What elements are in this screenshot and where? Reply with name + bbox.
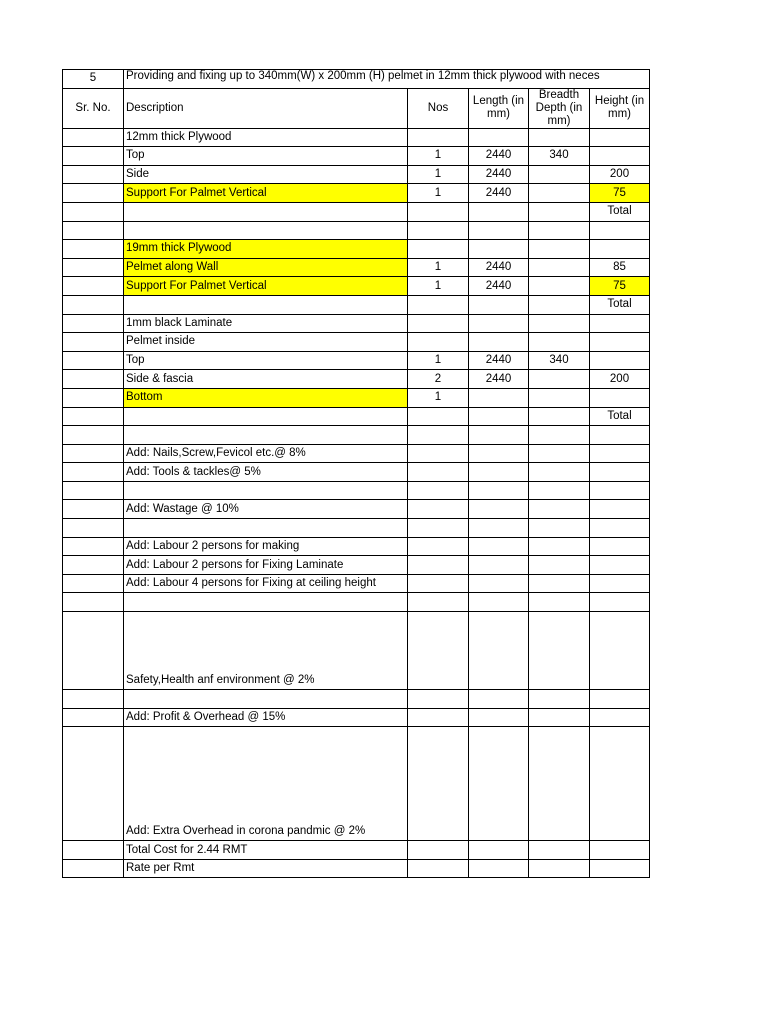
cell-length[interactable]: [469, 295, 529, 314]
cell-nos[interactable]: [408, 500, 469, 519]
cell-description[interactable]: [124, 295, 408, 314]
table-row: [63, 690, 650, 709]
table-row: [63, 277, 650, 296]
cell-breadth[interactable]: [529, 128, 590, 147]
cell-sr[interactable]: [63, 463, 124, 482]
cell-nos[interactable]: [408, 556, 469, 575]
table-row: [63, 314, 650, 333]
cell-breadth[interactable]: [529, 370, 590, 389]
cell-nos[interactable]: [408, 407, 469, 426]
cell-height[interactable]: [590, 841, 650, 860]
cell-height[interactable]: [590, 128, 650, 147]
cell-description[interactable]: [124, 407, 408, 426]
cell-breadth[interactable]: [529, 574, 590, 593]
cell-length[interactable]: [469, 556, 529, 575]
cell-height[interactable]: [590, 727, 650, 841]
cell-breadth[interactable]: [529, 258, 590, 277]
cell-breadth[interactable]: [529, 593, 590, 612]
table-row: [63, 500, 650, 519]
cell-nos[interactable]: [408, 519, 469, 538]
table-row: [63, 295, 650, 314]
col-header-length[interactable]: Length (in mm): [469, 88, 529, 128]
cell-height[interactable]: [590, 556, 650, 575]
table-row: [63, 708, 650, 727]
cell-sr[interactable]: [63, 727, 124, 841]
cell-length[interactable]: [469, 841, 529, 860]
cell-height[interactable]: [590, 444, 650, 463]
cell-breadth[interactable]: [529, 859, 590, 878]
table-row: [63, 612, 650, 690]
cell-sr[interactable]: [63, 444, 124, 463]
cell-breadth[interactable]: 340: [529, 351, 590, 370]
cell-sr[interactable]: [63, 147, 124, 166]
cell-breadth[interactable]: [529, 500, 590, 519]
cell-description[interactable]: Side: [124, 165, 408, 184]
cell-description[interactable]: [124, 690, 408, 709]
cell-breadth[interactable]: [529, 407, 590, 426]
cell-length[interactable]: 2440: [469, 147, 529, 166]
cell-length[interactable]: [469, 444, 529, 463]
cell-nos[interactable]: [408, 221, 469, 240]
cell-height[interactable]: 200: [590, 165, 650, 184]
cell-description[interactable]: Support For Palmet Vertical: [124, 184, 408, 203]
cell-nos[interactable]: [408, 690, 469, 709]
table-row: [63, 221, 650, 240]
cell-nos[interactable]: [408, 612, 469, 690]
cell-sr[interactable]: [63, 612, 124, 690]
table-row: [63, 574, 650, 593]
cell-nos[interactable]: [408, 708, 469, 727]
item-number[interactable]: 5: [63, 70, 124, 89]
cell-sr[interactable]: [63, 708, 124, 727]
table-row: [63, 202, 650, 221]
cell-breadth[interactable]: 340: [529, 147, 590, 166]
cell-length[interactable]: [469, 727, 529, 841]
cell-sr[interactable]: [63, 128, 124, 147]
cell-nos[interactable]: [408, 295, 469, 314]
cell-sr[interactable]: [63, 859, 124, 878]
cell-nos[interactable]: [408, 859, 469, 878]
cell-breadth[interactable]: [529, 727, 590, 841]
cell-length[interactable]: 2440: [469, 165, 529, 184]
table-row: [63, 184, 650, 203]
cell-height[interactable]: [590, 537, 650, 556]
cell-description[interactable]: 19mm thick Plywood: [124, 240, 408, 259]
cell-description[interactable]: Rate per Rmt: [124, 859, 408, 878]
cell-height[interactable]: [590, 333, 650, 352]
cell-breadth[interactable]: [529, 314, 590, 333]
col-header-sr[interactable]: Sr. No.: [63, 88, 124, 128]
cell-sr[interactable]: [63, 426, 124, 445]
cell-length[interactable]: [469, 859, 529, 878]
cell-sr[interactable]: [63, 277, 124, 296]
cell-description[interactable]: Top: [124, 147, 408, 166]
cell-height[interactable]: [590, 221, 650, 240]
item-title-row: [63, 70, 650, 89]
table-row: [63, 351, 650, 370]
cell-breadth[interactable]: [529, 165, 590, 184]
cell-nos[interactable]: 1: [408, 147, 469, 166]
cell-height[interactable]: [590, 314, 650, 333]
table-row: [63, 258, 650, 277]
cell-description[interactable]: Side & fascia: [124, 370, 408, 389]
cell-breadth[interactable]: [529, 612, 590, 690]
cell-description[interactable]: Total Cost for 2.44 RMT: [124, 841, 408, 860]
table-row: [63, 556, 650, 575]
cell-length[interactable]: [469, 426, 529, 445]
cell-sr[interactable]: [63, 574, 124, 593]
cell-nos[interactable]: [408, 202, 469, 221]
cell-description[interactable]: Pelmet inside: [124, 333, 408, 352]
cell-nos[interactable]: [408, 333, 469, 352]
cell-breadth[interactable]: [529, 277, 590, 296]
cell-length[interactable]: [469, 407, 529, 426]
cell-description[interactable]: [124, 481, 408, 500]
table-row: [63, 128, 650, 147]
cell-nos[interactable]: [408, 426, 469, 445]
cell-description[interactable]: Add: Profit & Overhead @ 15%: [124, 708, 408, 727]
cell-length[interactable]: [469, 574, 529, 593]
cell-breadth[interactable]: [529, 556, 590, 575]
cell-length[interactable]: [469, 314, 529, 333]
cell-nos[interactable]: [408, 481, 469, 500]
cell-description[interactable]: [124, 519, 408, 538]
cell-nos[interactable]: [408, 593, 469, 612]
cell-sr[interactable]: [63, 240, 124, 259]
cell-sr[interactable]: [63, 519, 124, 538]
cell-sr[interactable]: [63, 556, 124, 575]
cell-length[interactable]: [469, 202, 529, 221]
cell-length[interactable]: [469, 519, 529, 538]
cell-height[interactable]: Total: [590, 202, 650, 221]
cell-length[interactable]: 2440: [469, 184, 529, 203]
cell-description[interactable]: Add: Wastage @ 10%: [124, 500, 408, 519]
cell-nos[interactable]: 1: [408, 184, 469, 203]
cell-description[interactable]: Add: Nails,Screw,Fevicol etc.@ 8%: [124, 444, 408, 463]
cell-breadth[interactable]: [529, 463, 590, 482]
cell-sr[interactable]: [63, 165, 124, 184]
cell-description[interactable]: [124, 221, 408, 240]
cell-sr[interactable]: [63, 690, 124, 709]
cell-height[interactable]: [590, 612, 650, 690]
cell-height[interactable]: [590, 574, 650, 593]
cell-breadth[interactable]: [529, 481, 590, 500]
cell-breadth[interactable]: [529, 184, 590, 203]
cell-height[interactable]: 75: [590, 277, 650, 296]
table-row: [63, 727, 650, 841]
cell-length[interactable]: 2440: [469, 351, 529, 370]
cell-length[interactable]: [469, 128, 529, 147]
cell-height[interactable]: [590, 388, 650, 407]
cell-length[interactable]: [469, 690, 529, 709]
cell-breadth[interactable]: [529, 295, 590, 314]
cell-nos[interactable]: [408, 574, 469, 593]
table-row: [63, 593, 650, 612]
cell-height[interactable]: [590, 859, 650, 878]
cell-description[interactable]: Add: Labour 4 persons for Fixing at ceiling height: [124, 574, 408, 593]
cell-breadth[interactable]: [529, 221, 590, 240]
cell-length[interactable]: [469, 333, 529, 352]
cell-height[interactable]: [590, 463, 650, 482]
cell-sr[interactable]: [63, 333, 124, 352]
cell-height[interactable]: [590, 351, 650, 370]
cell-length[interactable]: [469, 481, 529, 500]
cell-length[interactable]: [469, 240, 529, 259]
table-row: [63, 407, 650, 426]
cell-height[interactable]: [590, 481, 650, 500]
table-row: [63, 333, 650, 352]
cell-nos[interactable]: [408, 463, 469, 482]
cell-height[interactable]: 75: [590, 184, 650, 203]
cell-nos[interactable]: [408, 841, 469, 860]
cell-nos[interactable]: 1: [408, 277, 469, 296]
cell-nos[interactable]: [408, 128, 469, 147]
cell-nos[interactable]: [408, 240, 469, 259]
cell-length[interactable]: [469, 612, 529, 690]
cell-description[interactable]: Add: Extra Overhead in corona pandmic @ 2%: [124, 727, 408, 841]
cell-description[interactable]: Bottom: [124, 388, 408, 407]
cell-height[interactable]: Total: [590, 407, 650, 426]
cell-nos[interactable]: 1: [408, 388, 469, 407]
cell-description[interactable]: Pelmet along Wall: [124, 258, 408, 277]
col-header-height[interactable]: Height (in mm): [590, 88, 650, 128]
cell-breadth[interactable]: [529, 708, 590, 727]
cell-sr[interactable]: [63, 841, 124, 860]
cell-sr[interactable]: [63, 481, 124, 500]
cell-description[interactable]: Add: Labour 2 persons for Fixing Laminate: [124, 556, 408, 575]
cell-length[interactable]: 2440: [469, 370, 529, 389]
cell-breadth[interactable]: [529, 690, 590, 709]
table-row: [63, 463, 650, 482]
cell-description[interactable]: [124, 426, 408, 445]
table-row: [63, 537, 650, 556]
cell-sr[interactable]: [63, 500, 124, 519]
cell-nos[interactable]: 1: [408, 258, 469, 277]
col-header-breadth[interactable]: Breadth Depth (in mm): [529, 88, 590, 128]
table-row: [63, 165, 650, 184]
column-header-row: [63, 88, 650, 128]
cell-nos[interactable]: [408, 537, 469, 556]
table-row: [63, 426, 650, 445]
cell-height[interactable]: 85: [590, 258, 650, 277]
cell-height[interactable]: Total: [590, 295, 650, 314]
cell-length[interactable]: [469, 593, 529, 612]
cell-nos[interactable]: 1: [408, 165, 469, 184]
cell-length[interactable]: [469, 463, 529, 482]
cell-sr[interactable]: [63, 537, 124, 556]
cell-height[interactable]: [590, 426, 650, 445]
cell-length[interactable]: [469, 388, 529, 407]
cell-height[interactable]: [590, 240, 650, 259]
cell-breadth[interactable]: [529, 519, 590, 538]
cell-sr[interactable]: [63, 407, 124, 426]
table-row: [63, 519, 650, 538]
table-row: [63, 859, 650, 878]
cell-sr[interactable]: [63, 593, 124, 612]
cell-sr[interactable]: [63, 258, 124, 277]
cell-description[interactable]: 12mm thick Plywood: [124, 128, 408, 147]
cell-breadth[interactable]: [529, 444, 590, 463]
cell-sr[interactable]: [63, 202, 124, 221]
cell-height[interactable]: [590, 519, 650, 538]
cell-nos[interactable]: [408, 727, 469, 841]
cell-description[interactable]: [124, 593, 408, 612]
cell-sr[interactable]: [63, 370, 124, 389]
cell-sr[interactable]: [63, 351, 124, 370]
cell-height[interactable]: [590, 690, 650, 709]
cell-breadth[interactable]: [529, 388, 590, 407]
cell-length[interactable]: 2440: [469, 277, 529, 296]
col-header-nos[interactable]: Nos: [408, 88, 469, 128]
cell-length[interactable]: [469, 500, 529, 519]
item-title[interactable]: Providing and fixing up to 340mm(W) x 200mm (H) pelmet in 12mm thick plywood with neces: [124, 70, 650, 89]
cell-sr[interactable]: [63, 314, 124, 333]
cell-description[interactable]: Add: Labour 2 persons for making: [124, 537, 408, 556]
cell-height[interactable]: [590, 147, 650, 166]
cell-description[interactable]: Support For Palmet Vertical: [124, 277, 408, 296]
col-header-description[interactable]: Description: [124, 88, 408, 128]
cell-nos[interactable]: 2: [408, 370, 469, 389]
cell-breadth[interactable]: [529, 841, 590, 860]
cell-length[interactable]: [469, 537, 529, 556]
cell-height[interactable]: [590, 708, 650, 727]
table-row: [63, 147, 650, 166]
cell-height[interactable]: 200: [590, 370, 650, 389]
cell-description[interactable]: [124, 202, 408, 221]
cell-length[interactable]: [469, 221, 529, 240]
cell-sr[interactable]: [63, 221, 124, 240]
cell-height[interactable]: [590, 593, 650, 612]
table-row: [63, 481, 650, 500]
table-row: [63, 444, 650, 463]
cell-length[interactable]: [469, 708, 529, 727]
cell-breadth[interactable]: [529, 240, 590, 259]
cell-nos[interactable]: [408, 314, 469, 333]
table-row: [63, 388, 650, 407]
cell-nos[interactable]: 1: [408, 351, 469, 370]
cell-nos[interactable]: [408, 444, 469, 463]
cell-sr[interactable]: [63, 295, 124, 314]
estimate-table: [62, 69, 650, 878]
cell-breadth[interactable]: [529, 333, 590, 352]
cell-breadth[interactable]: [529, 202, 590, 221]
cell-height[interactable]: [590, 500, 650, 519]
cell-description[interactable]: 1mm black Laminate: [124, 314, 408, 333]
cell-length[interactable]: 2440: [469, 258, 529, 277]
table-row: [63, 240, 650, 259]
cell-sr[interactable]: [63, 388, 124, 407]
cell-sr[interactable]: [63, 184, 124, 203]
table-row: [63, 841, 650, 860]
table-row: [63, 370, 650, 389]
cell-description[interactable]: Safety,Health anf environment @ 2%: [124, 612, 408, 690]
cell-description[interactable]: Top: [124, 351, 408, 370]
cell-breadth[interactable]: [529, 537, 590, 556]
cell-description[interactable]: Add: Tools & tackles@ 5%: [124, 463, 408, 482]
cell-breadth[interactable]: [529, 426, 590, 445]
